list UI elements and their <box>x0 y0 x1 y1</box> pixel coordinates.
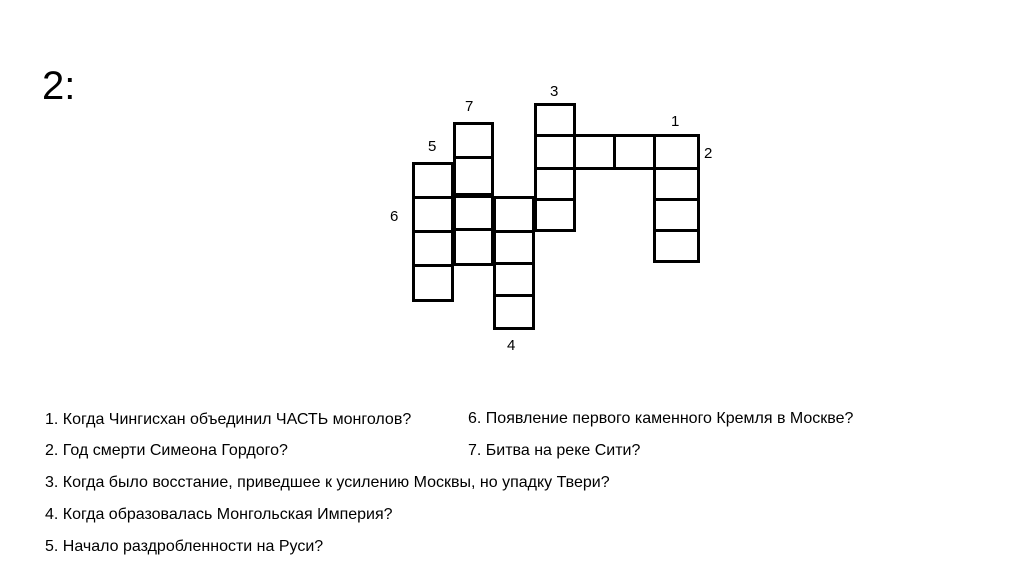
clue-number-7: 7 <box>465 98 474 115</box>
crossword-cell[interactable] <box>453 195 494 231</box>
clue-number-1: 1 <box>671 113 680 130</box>
clue-number-2: 2 <box>704 145 713 162</box>
crossword-cell[interactable] <box>412 162 454 199</box>
crossword-cell[interactable] <box>412 230 454 267</box>
crossword-cell[interactable] <box>653 167 700 201</box>
crossword-cell[interactable] <box>493 196 535 233</box>
question-3: 3. Когда было восстание, приведшее к усилению Москвы, но упадку Твери? <box>45 474 610 491</box>
crossword-cell[interactable] <box>453 122 494 159</box>
crossword-cell[interactable] <box>412 264 454 302</box>
crossword-cell[interactable] <box>653 134 700 170</box>
crossword-cell[interactable] <box>493 230 535 265</box>
crossword-cell[interactable] <box>453 156 494 196</box>
clue-number-5: 5 <box>428 138 437 155</box>
crossword-cell[interactable] <box>613 134 656 170</box>
clue-number-3: 3 <box>550 83 559 100</box>
clue-number-4: 4 <box>507 337 516 354</box>
crossword-cell[interactable] <box>412 196 454 233</box>
crossword-cell[interactable] <box>493 294 535 330</box>
slide-title: 2: <box>42 64 76 108</box>
crossword-cell[interactable] <box>653 198 700 232</box>
question-5: 5. Начало раздробленности на Руси? <box>45 538 324 555</box>
crossword-cell[interactable] <box>534 103 576 137</box>
crossword-cell[interactable] <box>573 134 616 170</box>
question-7: 7. Битва на реке Сити? <box>468 442 641 459</box>
crossword-cell[interactable] <box>534 134 576 170</box>
question-1: 1. Когда Чингисхан объединил ЧАСТЬ монголов? <box>45 411 412 428</box>
crossword-cell[interactable] <box>453 228 494 266</box>
crossword-cell[interactable] <box>534 198 576 232</box>
crossword-cell[interactable] <box>534 167 576 201</box>
question-2: 2. Год смерти Симеона Гордого? <box>45 442 288 459</box>
crossword-cell[interactable] <box>653 229 700 263</box>
clue-number-6: 6 <box>390 208 399 225</box>
crossword-cell[interactable] <box>493 262 535 297</box>
question-4: 4. Когда образовалась Монгольская Империя? <box>45 506 393 523</box>
question-6: 6. Появление первого каменного Кремля в Москве? <box>468 410 854 427</box>
